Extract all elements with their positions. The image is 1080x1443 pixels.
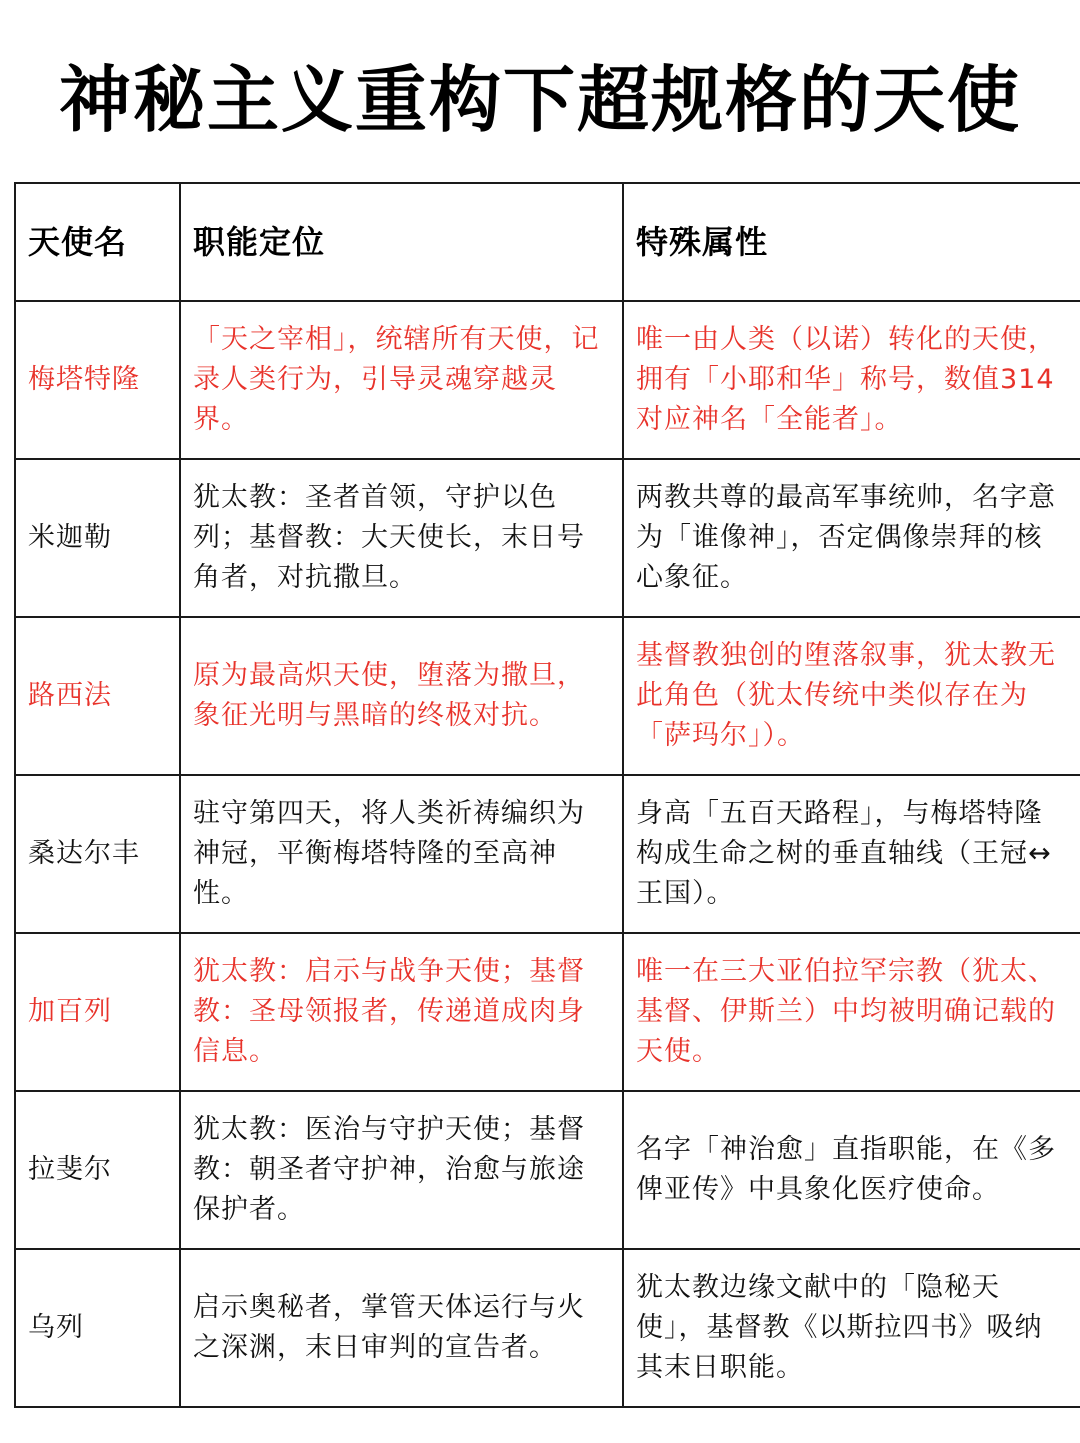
header-role: 职能定位: [180, 183, 623, 301]
role-cell: 「天之宰相」，统辖所有天使，记录人类行为，引导灵魂穿越灵界。: [180, 301, 623, 459]
table-row: [15, 1249, 1080, 1407]
table-row: [15, 775, 1080, 933]
angel-name-cell: 路西法: [15, 617, 180, 775]
attribute-cell: 唯一由人类（以诺）转化的天使，拥有「小耶和华」称号，数值314对应神名「全能者」。: [623, 301, 1080, 459]
angel-name-cell: 乌列: [15, 1249, 180, 1407]
header-angel-name: 天使名: [15, 183, 180, 301]
angel-table: [14, 182, 1080, 1408]
page-title: 神秘主义重构下超规格的天使: [58, 58, 1021, 142]
table-row: [15, 1091, 1080, 1249]
attribute-cell: 基督教独创的堕落叙事，犹太教无此角色（犹太传统中类似存在为「萨玛尔」）。: [623, 617, 1080, 775]
table-row: [15, 301, 1080, 459]
angel-name-cell: 加百列: [15, 933, 180, 1091]
table-row: [15, 933, 1080, 1091]
role-cell: 驻守第四天，将人类祈祷编织为神冠，平衡梅塔特隆的至高神性。: [180, 775, 623, 933]
angel-name-cell: 拉斐尔: [15, 1091, 180, 1249]
role-cell: 犹太教：启示与战争天使；基督教：圣母领报者，传递道成肉身信息。: [180, 933, 623, 1091]
attribute-cell: 唯一在三大亚伯拉罕宗教（犹太、基督、伊斯兰）中均被明确记载的天使。: [623, 933, 1080, 1091]
role-cell: 犹太教：医治与守护天使；基督教：朝圣者守护神，治愈与旅途保护者。: [180, 1091, 623, 1249]
attribute-cell: 两教共尊的最高军事统帅，名字意为「谁像神」，否定偶像崇拜的核心象征。: [623, 459, 1080, 617]
role-cell: 原为最高炽天使，堕落为撒旦，象征光明与黑暗的终极对抗。: [180, 617, 623, 775]
attribute-cell: 犹太教边缘文献中的「隐秘天使」，基督教《以斯拉四书》吸纳其末日职能。: [623, 1249, 1080, 1407]
role-cell: 启示奥秘者，掌管天体运行与火之深渊，末日审判的宣告者。: [180, 1249, 623, 1407]
role-cell: 犹太教：圣者首领，守护以色列；基督教：大天使长，末日号角者，对抗撒旦。: [180, 459, 623, 617]
table-row: [15, 617, 1080, 775]
header-special-attribute: 特殊属性: [623, 183, 1080, 301]
angel-name-cell: 梅塔特隆: [15, 301, 180, 459]
table-header-row: [15, 183, 1080, 301]
attribute-cell: 名字「神治愈」直指职能，在《多俾亚传》中具象化医疗使命。: [623, 1091, 1080, 1249]
table-row: [15, 459, 1080, 617]
angel-name-cell: 米迦勒: [15, 459, 180, 617]
attribute-cell: 身高「五百天路程」，与梅塔特隆构成生命之树的垂直轴线（王冠↔王国）。: [623, 775, 1080, 933]
angel-name-cell: 桑达尔丰: [15, 775, 180, 933]
